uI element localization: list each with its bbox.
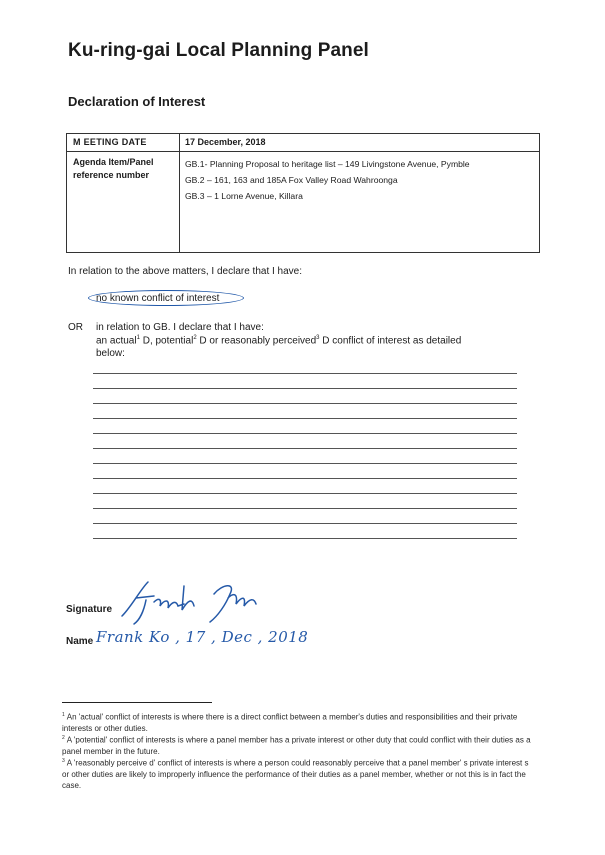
detail-line — [93, 493, 517, 494]
handwritten-signature — [118, 576, 268, 628]
detail-line — [93, 463, 517, 464]
meeting-info-table — [66, 133, 540, 253]
footnote-text: An 'actual' conflict of interests is where there is a direct conflict between a member's duties and responsibilities and their private interests or other duties. — [62, 712, 518, 733]
table-row-divider — [67, 151, 539, 152]
agenda-item: GB.2 – 161, 163 and 185A Fox Valley Road Wahroonga — [185, 175, 398, 185]
conflict-type-text: D or reasonably perceived — [196, 335, 317, 347]
signature-label: Signature — [66, 604, 113, 615]
agenda-label-line: Agenda Item/Panel — [73, 157, 154, 167]
or-label: OR — [68, 322, 83, 333]
footnote-ref: 2 — [193, 335, 197, 341]
footnote-ref: 1 — [136, 335, 140, 341]
detail-line — [93, 478, 517, 479]
detail-line — [93, 448, 517, 449]
document-subtitle: Declaration of Interest — [68, 94, 206, 109]
footnote-text: A 'potential' conflict of interests is where a panel member has a private interest or other duty that could conflict with their duties as a panel member in the future. — [62, 735, 531, 756]
conflict-type-text: D, potential — [139, 335, 194, 347]
agenda-label — [73, 156, 154, 182]
declaration-intro: In relation to the above matters, I declare that I have: — [68, 266, 303, 277]
document-title: Ku-ring-gai Local Planning Panel — [68, 40, 369, 61]
agenda-item: GB.3 – 1 Lorne Avenue, Killara — [185, 191, 303, 201]
footnote-ref: 3 — [316, 335, 320, 341]
detail-line — [93, 388, 517, 389]
detail-line — [93, 538, 517, 539]
detail-line — [93, 523, 517, 524]
detail-line — [93, 508, 517, 509]
footnote-number: 1 — [62, 712, 65, 718]
agenda-label-line: reference number — [73, 170, 150, 180]
footnote-number: 2 — [62, 735, 65, 741]
detail-line — [93, 373, 517, 374]
name-label: Name — [66, 636, 94, 647]
conflict-type-line — [96, 335, 461, 346]
conflict-type-text: an actual — [96, 335, 137, 347]
conflict-type-text: D conflict of interest as detailed — [319, 335, 462, 347]
meeting-date-label: M EETING DATE — [73, 137, 147, 147]
conflict-option-line: in relation to GB. I declare that I have: — [96, 322, 264, 333]
detail-line — [93, 418, 517, 419]
footnote-text: A 'reasonably perceive d' conflict of interests is where a person could reasonably perceive that a panel member' s private interest s or other duties are likely to improperly influence the performance of their duties as a panel member, whether or not this is in fact the case. — [62, 758, 529, 790]
footnote-2 — [62, 733, 532, 757]
footnote-number: 3 — [62, 758, 65, 764]
meeting-date-value: 17 December, 2018 — [185, 137, 266, 147]
agenda-items-list — [185, 158, 470, 206]
detail-line — [93, 433, 517, 434]
footnote-divider — [62, 702, 212, 703]
no-conflict-option: no known conflict of interest — [96, 293, 220, 304]
agenda-item: GB.1- Planning Proposal to heritage list – 149 Livingstone Avenue, Pymble — [185, 159, 470, 169]
conflict-below-label: below: — [96, 348, 125, 359]
detail-line — [93, 403, 517, 404]
footnote-3 — [62, 756, 532, 791]
footnote-1 — [62, 710, 532, 734]
handwritten-name: Frank Ko , 17 , Dec , 2018 — [96, 628, 309, 646]
